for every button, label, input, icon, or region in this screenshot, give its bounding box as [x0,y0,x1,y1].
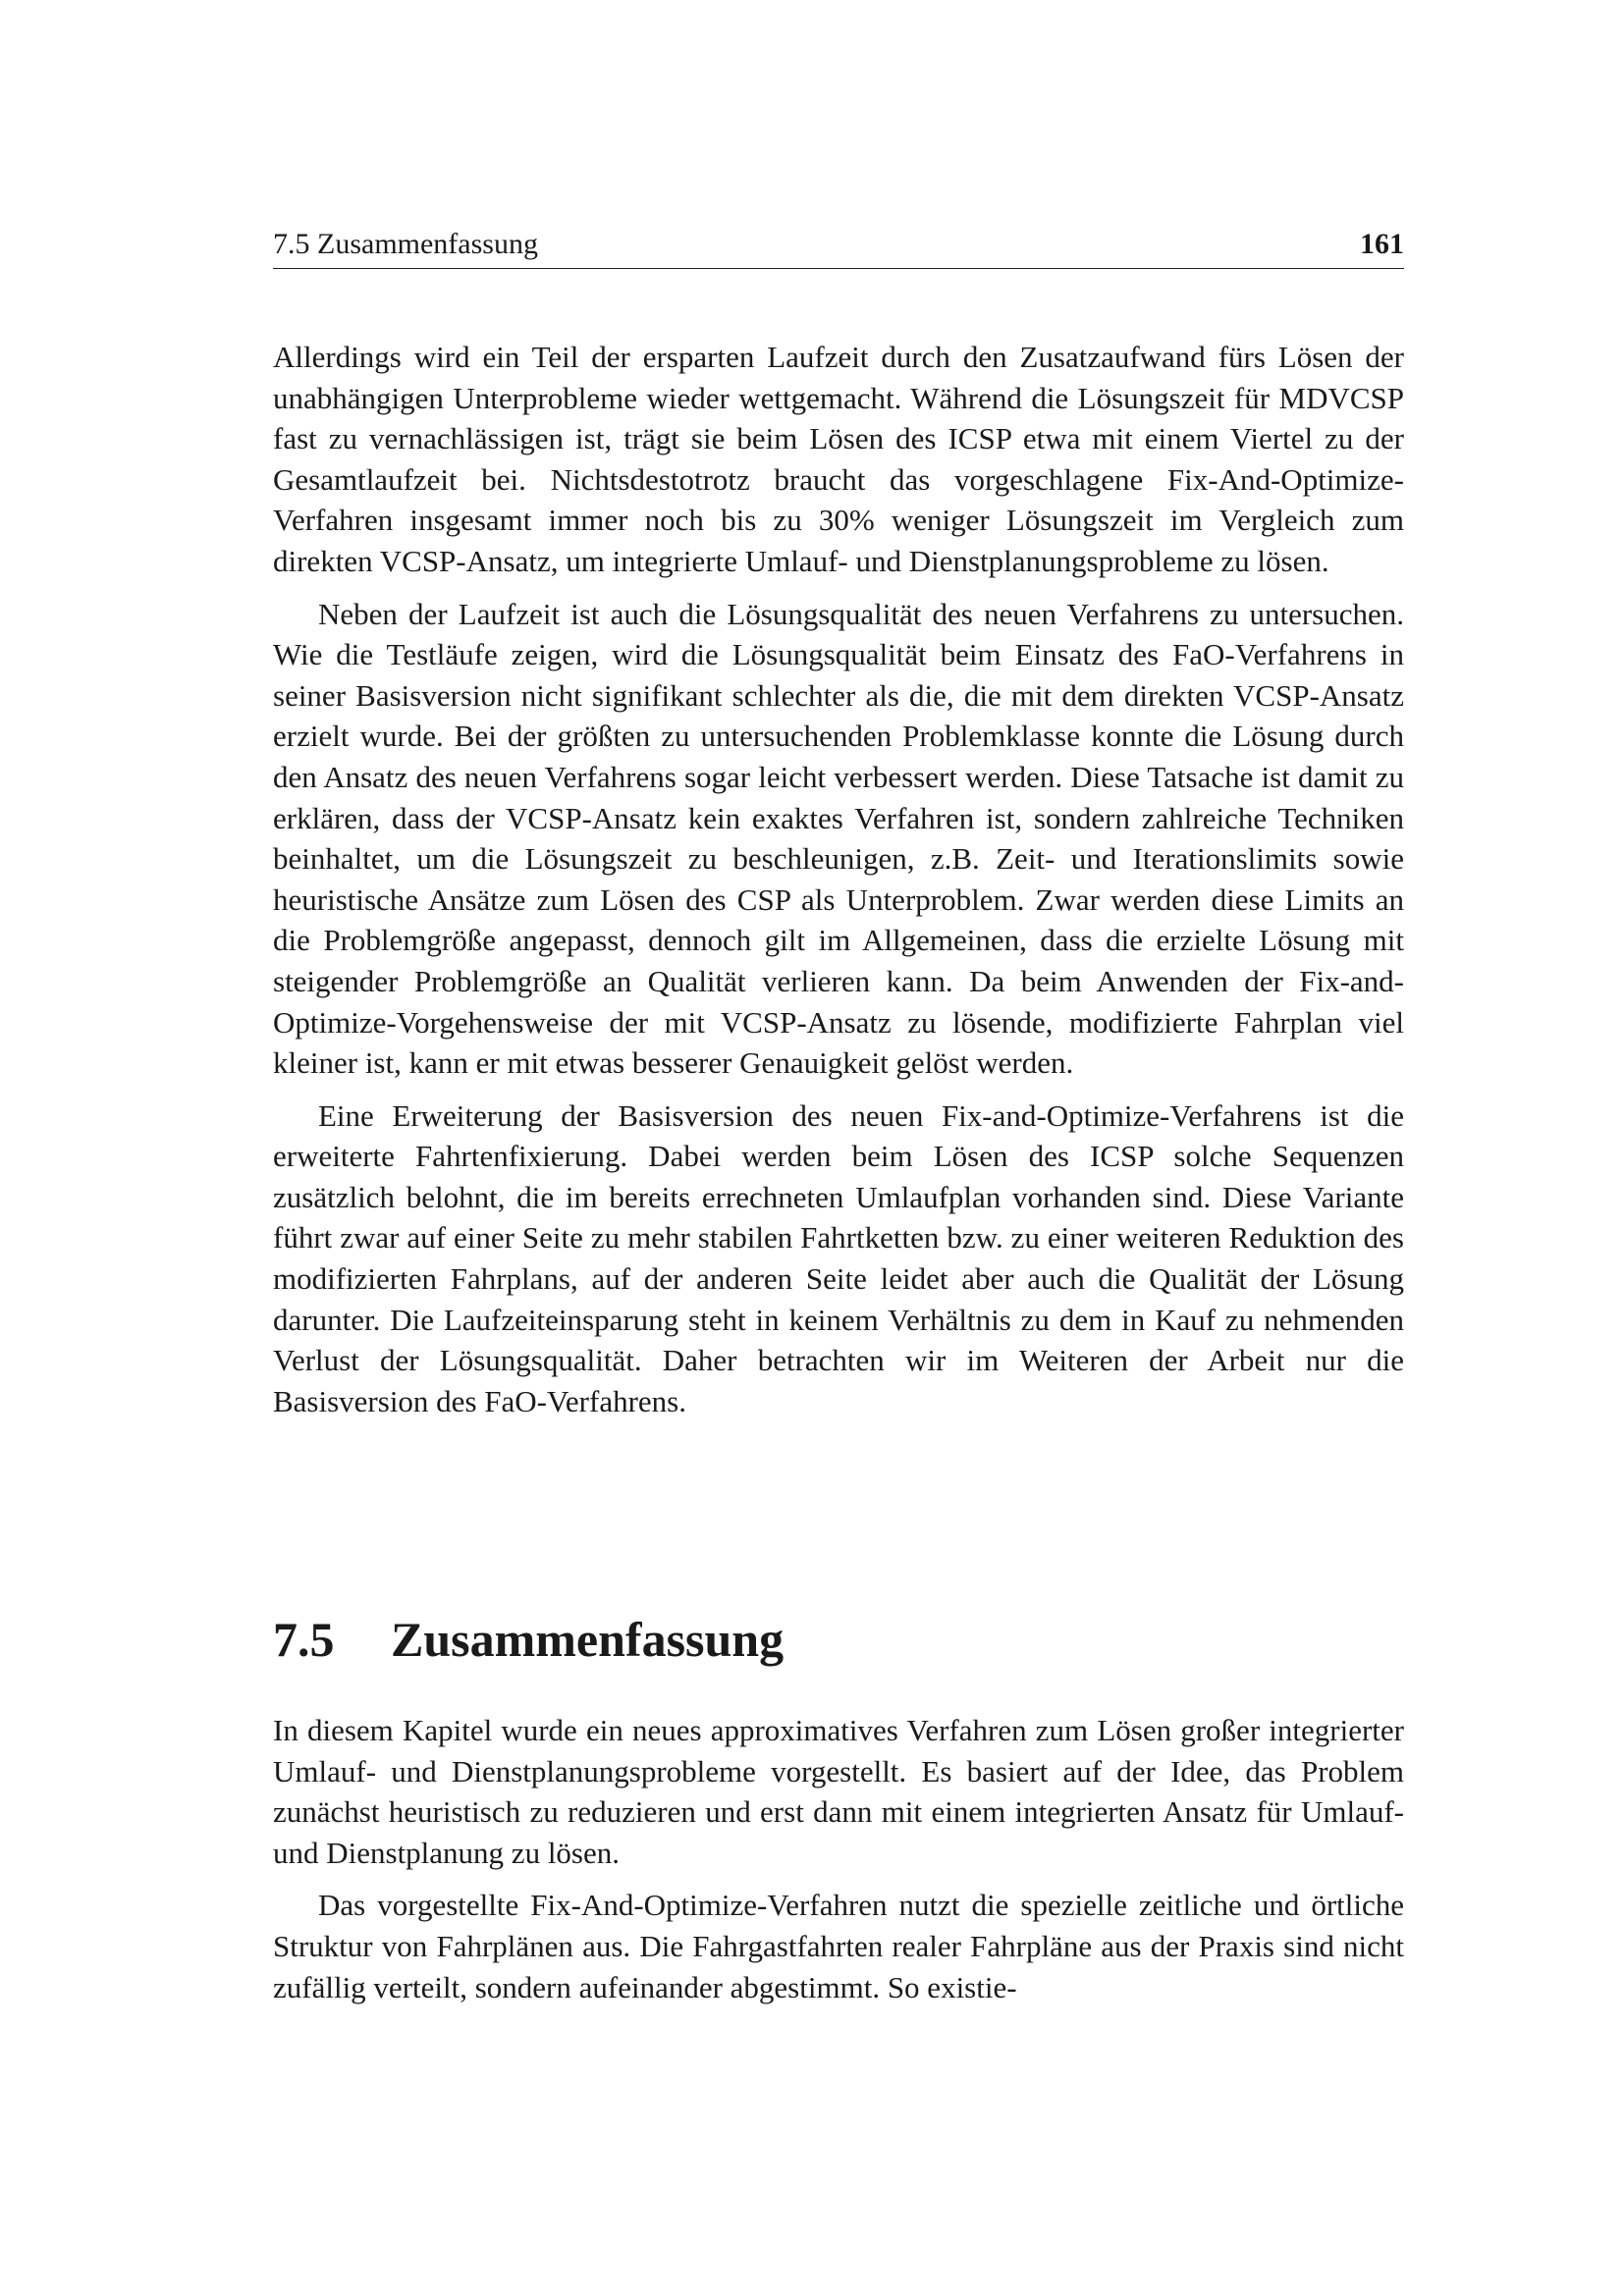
paragraph: Neben der Laufzeit ist auch die Lösungsqualität des neuen Verfahrens zu untersuchen. Wie die Testläufe zeigen, wird die Lösungsqualität beim Einsatz des FaO-Verfahrens in seiner Basisversion nicht signifikant schlechter als die, die mit dem direkten VCSP-Ansatz erzielt wurde. Bei der größten zu untersuchenden Problemklasse konnte die Lösung durch den Ansatz des neuen Verfahrens sogar leicht verbessert werden. Diese Tatsache ist damit zu erklären, dass der VCSP-Ansatz kein exaktes Verfahren ist, sondern zahlreiche Techniken beinhaltet, um die Lösungszeit zu beschleunigen, z.B. Zeit- und Iterationslimits sowie heuristische Ansätze zum Lösen des CSP als Unterproblem. Zwar werden diese Limits an die Problemgröße angepasst, dennoch gilt im Allgemeinen, dass die erzielte Lösung mit steigender Problemgröße an Qualität verlieren kann. Da beim Anwenden der Fix-and-Optimize-Vorgehensweise der mit VCSP-Ansatz zu lösende, modifizierte Fahrplan viel kleiner ist, kann er mit etwas besserer Genauigkeit gelöst werden. [273,596,1404,1081]
section-heading [273,1610,1404,1669]
paragraph: Eine Erweiterung der Basisversion des neuen Fix-and-Optimize-Verfahrens ist die erweiterte Fahrtenfixierung. Dabei werden beim Lösen des ICSP solche Sequenzen zusätzlich belohnt, die im bereits errechneten Umlaufplan vorhanden sind. Diese Variante führt zwar auf einer Seite zu mehr stabilen Fahrtketten bzw. zu einer weiteren Reduktion des modifizierten Fahrplans, auf der anderen Seite leidet aber auch die Qualität der Lösung darunter. Die Laufzeiteinsparung steht in keinem Verhältnis zu dem in Kauf zu nehmenden Verlust der Lösungsqualität. Daher betrachten wir im Weiteren der Arbeit nur die Basisversion des FaO-Verfahrens. [273,1097,1404,1418]
section-title: Zusammenfassung [391,1612,785,1667]
paragraph: In diesem Kapitel wurde ein neues approximatives Verfahren zum Lösen großer integrierter Umlauf- und Dienstplanungsprobleme vorgestellt. Es basiert auf der Idee, das Problem zunächst heuristisch zu reduzieren und erst dann mit einem integrierten Ansatz für Umlauf- und Dienstplanung zu lösen. [273,1713,1404,1870]
running-header-section-title: 7.5 Zusammenfassung [273,228,538,260]
paragraph: Allerdings wird ein Teil der ersparten Laufzeit durch den Zusatzaufwand fürs Lösen der unabhängigen Unterprobleme wieder wettgemacht. Während die Lösungszeit für MDVCSP fast zu vernachlässigen ist, trägt sie beim Lösen des ICSP etwa mit einem Viertel zu der Gesamtlaufzeit bei. Nichtsdestotrotz braucht das vorgeschlagene Fix-And-Optimize-Verfahren insgesamt immer noch bis zu 30% weniger Lösungszeit im Vergleich zum direkten VCSP-Ansatz, um integrierte Umlauf- und Dienstplanungsprobleme zu lösen. [273,340,1404,578]
paragraph: Das vorgestellte Fix-And-Optimize-Verfahren nutzt die spezielle zeitliche und örtliche Struktur von Fahrplänen aus. Die Fahrgastfahrten realer Fahrpläne aus der Praxis sind nicht zufällig verteilt, sondern aufeinander abgestimmt. So existie- [273,1888,1404,2004]
section-number: 7.5 [273,1612,335,1667]
page-number: 161 [1360,228,1404,260]
body-text-section [273,1710,1404,2019]
running-header [273,224,1404,269]
body-text-before-section [273,337,1404,1433]
